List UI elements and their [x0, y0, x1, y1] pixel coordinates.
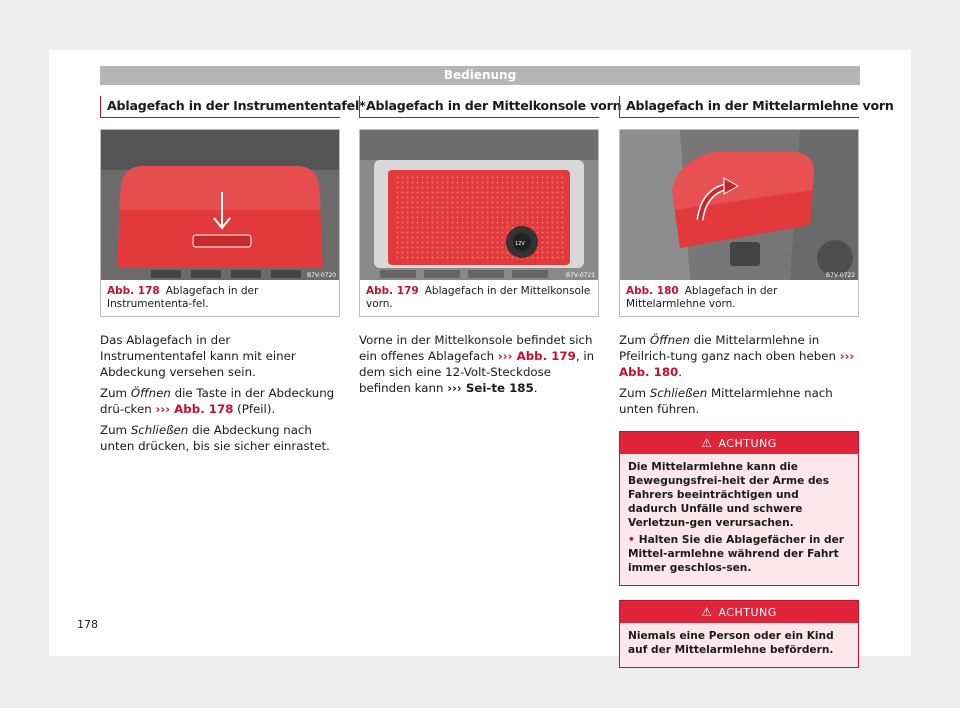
body-text	[619, 332, 859, 417]
warning-text: Die Mittelarmlehne kann die Bewegungsfrei-heit der Arme des Fahrers beeinträchtigen und dadurch Unfälle und schwere Verletzun-gen verursachen.	[628, 461, 830, 529]
socket-label: 12V	[515, 241, 525, 247]
figure-code: B7V-0722	[826, 272, 856, 279]
figure-armrest	[619, 129, 859, 317]
paragraph: Zum Schließen die Abdeckung nach unten drücken, bis sie sicher einrastet.	[100, 423, 330, 453]
figure-code: B7V-0721	[566, 272, 596, 279]
page-number: 178	[77, 618, 98, 631]
warning-body	[620, 623, 858, 667]
figure-caption	[620, 280, 858, 324]
paragraph: Vorne in der Mittelkonsole befindet sich ein offenes Ablagefach ››› Abb. 179, in dem sich eine 12-Volt-Steckdose befinden kann ››› Sei-te 185.	[359, 333, 595, 395]
figure-caption-text: Ablagefach in der Mittelarmlehne vorn.	[626, 285, 778, 310]
figure-center-console	[359, 129, 599, 317]
figure-number: Abb. 179	[366, 285, 419, 297]
warning-triangle-icon: ⚠	[701, 436, 713, 450]
warning-triangle-icon: ⚠	[701, 605, 713, 619]
body-text	[359, 332, 599, 396]
warning-text: Niemals eine Person oder ein Kind auf der Mittelarmlehne befördern.	[628, 630, 834, 656]
warning-box	[619, 431, 859, 586]
body-text	[100, 332, 340, 454]
bullet-icon: •	[628, 534, 635, 546]
warning-header: ⚠ ACHTUNG	[620, 601, 858, 623]
figure-caption	[360, 280, 598, 324]
figure-caption-text: Ablagefach in der Instrumententa-fel.	[107, 285, 259, 310]
center-console-illustration	[360, 130, 598, 280]
armrest-illustration	[620, 130, 858, 280]
figure-reference-link[interactable]: ››› Abb. 178	[155, 402, 234, 416]
figure-caption	[101, 280, 339, 324]
warning-header: ⚠ ACHTUNG	[620, 432, 858, 454]
paragraph: Das Ablagefach in der Instrumententafel kann mit einer Abdeckung versehen sein.	[100, 333, 296, 379]
column-center-console	[359, 96, 622, 401]
column-title: Ablagefach in der Mittelkonsole vorn	[359, 96, 599, 118]
column-armrest	[619, 96, 894, 668]
warning-body	[620, 454, 858, 585]
column-dashboard-compartment	[100, 96, 366, 459]
column-title: Ablagefach in der Instrumententafel*	[100, 96, 340, 118]
figure-code: B7V-0720	[307, 272, 337, 279]
figure-number: Abb. 180	[626, 285, 679, 297]
column-title: Ablagefach in der Mittelarmlehne vorn	[619, 96, 859, 118]
figure-dashboard-compartment	[100, 129, 340, 317]
paragraph: Zum Öffnen die Mittelarmlehne in Pfeilrich-tung ganz nach oben heben ››› Abb. 180.	[619, 333, 855, 379]
figure-number: Abb. 178	[107, 285, 160, 297]
figure-reference-link[interactable]: ››› Abb. 180	[619, 349, 855, 379]
warning-bullet: • Halten Sie die Ablagefächer in der Mittel-armlehne während der Fahrt immer geschlos-sen.	[628, 534, 844, 574]
section-header: Bedienung	[100, 66, 860, 85]
figure-reference-link[interactable]: ››› Abb. 179	[497, 349, 576, 363]
figure-caption-text: Ablagefach in der Mittelkonsole vorn.	[366, 285, 591, 310]
dashboard-compartment-illustration	[101, 130, 339, 280]
page-reference-link[interactable]: ››› Sei-te 185	[447, 381, 534, 395]
paragraph: Zum Schließen Mittelarmlehne nach unten führen.	[619, 386, 833, 416]
warning-box	[619, 600, 859, 668]
paragraph: Zum Öffnen die Taste in der Abdeckung drü-cken ››› Abb. 178 (Pfeil).	[100, 386, 335, 416]
